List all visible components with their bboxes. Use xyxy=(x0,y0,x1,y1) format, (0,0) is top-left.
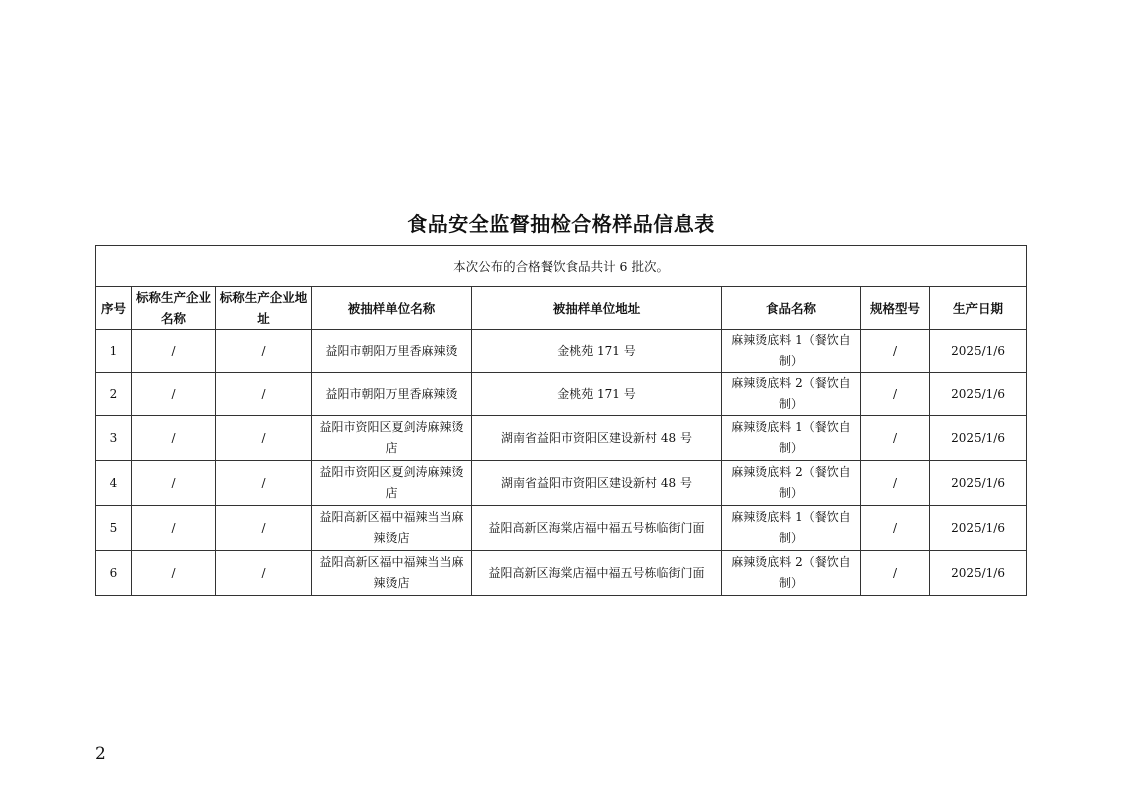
cell-sampled-unit-name: 益阳市朝阳万里香麻辣烫 xyxy=(312,373,472,416)
cell-specification: / xyxy=(861,330,930,373)
cell-producer-name: / xyxy=(132,461,216,506)
inspection-table xyxy=(95,245,1027,596)
cell-food-name: 麻辣烫底料 2（餐饮自制） xyxy=(722,461,861,506)
header-producer-name: 标称生产企业名称 xyxy=(132,287,216,330)
header-production-date: 生产日期 xyxy=(930,287,1027,330)
header-producer-address: 标称生产企业地址 xyxy=(216,287,312,330)
cell-sampled-unit-name: 益阳市朝阳万里香麻辣烫 xyxy=(312,330,472,373)
notice-text: 本次公布的合格餐饮食品共计 6 批次。 xyxy=(96,246,1027,287)
table-row xyxy=(96,506,1027,551)
cell-serial-number: 4 xyxy=(96,461,132,506)
cell-production-date: 2025/1/6 xyxy=(930,551,1027,596)
table-row xyxy=(96,551,1027,596)
cell-producer-name: / xyxy=(132,373,216,416)
cell-sampled-unit-address: 益阳高新区海棠店福中福五号栋临街门面 xyxy=(472,506,722,551)
cell-sampled-unit-name: 益阳市资阳区夏剑涛麻辣烫店 xyxy=(312,416,472,461)
cell-producer-name: / xyxy=(132,416,216,461)
page-number: 2 xyxy=(95,744,106,764)
header-specification: 规格型号 xyxy=(861,287,930,330)
cell-sampled-unit-name: 益阳高新区福中福辣当当麻辣烫店 xyxy=(312,506,472,551)
cell-food-name: 麻辣烫底料 2（餐饮自制） xyxy=(722,551,861,596)
cell-serial-number: 5 xyxy=(96,506,132,551)
cell-producer-name: / xyxy=(132,506,216,551)
header-sampled-unit-name: 被抽样单位名称 xyxy=(312,287,472,330)
cell-food-name: 麻辣烫底料 2（餐饮自制） xyxy=(722,373,861,416)
cell-specification: / xyxy=(861,373,930,416)
header-serial-number: 序号 xyxy=(96,287,132,330)
cell-producer-address: / xyxy=(216,506,312,551)
cell-sampled-unit-address: 湖南省益阳市资阳区建设新村 48 号 xyxy=(472,416,722,461)
header-food-name: 食品名称 xyxy=(722,287,861,330)
cell-sampled-unit-address: 金桃苑 171 号 xyxy=(472,373,722,416)
cell-sampled-unit-address: 益阳高新区海棠店福中福五号栋临街门面 xyxy=(472,551,722,596)
cell-producer-address: / xyxy=(216,416,312,461)
notice-row xyxy=(96,246,1027,287)
cell-producer-address: / xyxy=(216,373,312,416)
cell-food-name: 麻辣烫底料 1（餐饮自制） xyxy=(722,416,861,461)
cell-specification: / xyxy=(861,461,930,506)
cell-producer-address: / xyxy=(216,461,312,506)
cell-sampled-unit-name: 益阳高新区福中福辣当当麻辣烫店 xyxy=(312,551,472,596)
page-title: 食品安全监督抽检合格样品信息表 xyxy=(407,212,715,236)
cell-producer-name: / xyxy=(132,330,216,373)
cell-producer-address: / xyxy=(216,330,312,373)
cell-serial-number: 2 xyxy=(96,373,132,416)
table-header-row xyxy=(96,287,1027,330)
cell-sampled-unit-address: 金桃苑 171 号 xyxy=(472,330,722,373)
table-row xyxy=(96,416,1027,461)
table-row xyxy=(96,330,1027,373)
cell-food-name: 麻辣烫底料 1（餐饮自制） xyxy=(722,506,861,551)
header-sampled-unit-address: 被抽样单位地址 xyxy=(472,287,722,330)
cell-food-name: 麻辣烫底料 1（餐饮自制） xyxy=(722,330,861,373)
cell-specification: / xyxy=(861,416,930,461)
cell-production-date: 2025/1/6 xyxy=(930,506,1027,551)
cell-production-date: 2025/1/6 xyxy=(930,416,1027,461)
cell-sampled-unit-address: 湖南省益阳市资阳区建设新村 48 号 xyxy=(472,461,722,506)
table-row xyxy=(96,373,1027,416)
cell-serial-number: 6 xyxy=(96,551,132,596)
cell-producer-address: / xyxy=(216,551,312,596)
cell-sampled-unit-name: 益阳市资阳区夏剑涛麻辣烫店 xyxy=(312,461,472,506)
cell-serial-number: 1 xyxy=(96,330,132,373)
cell-production-date: 2025/1/6 xyxy=(930,330,1027,373)
cell-production-date: 2025/1/6 xyxy=(930,461,1027,506)
cell-producer-name: / xyxy=(132,551,216,596)
cell-specification: / xyxy=(861,506,930,551)
cell-serial-number: 3 xyxy=(96,416,132,461)
table-row xyxy=(96,461,1027,506)
cell-specification: / xyxy=(861,551,930,596)
cell-production-date: 2025/1/6 xyxy=(930,373,1027,416)
